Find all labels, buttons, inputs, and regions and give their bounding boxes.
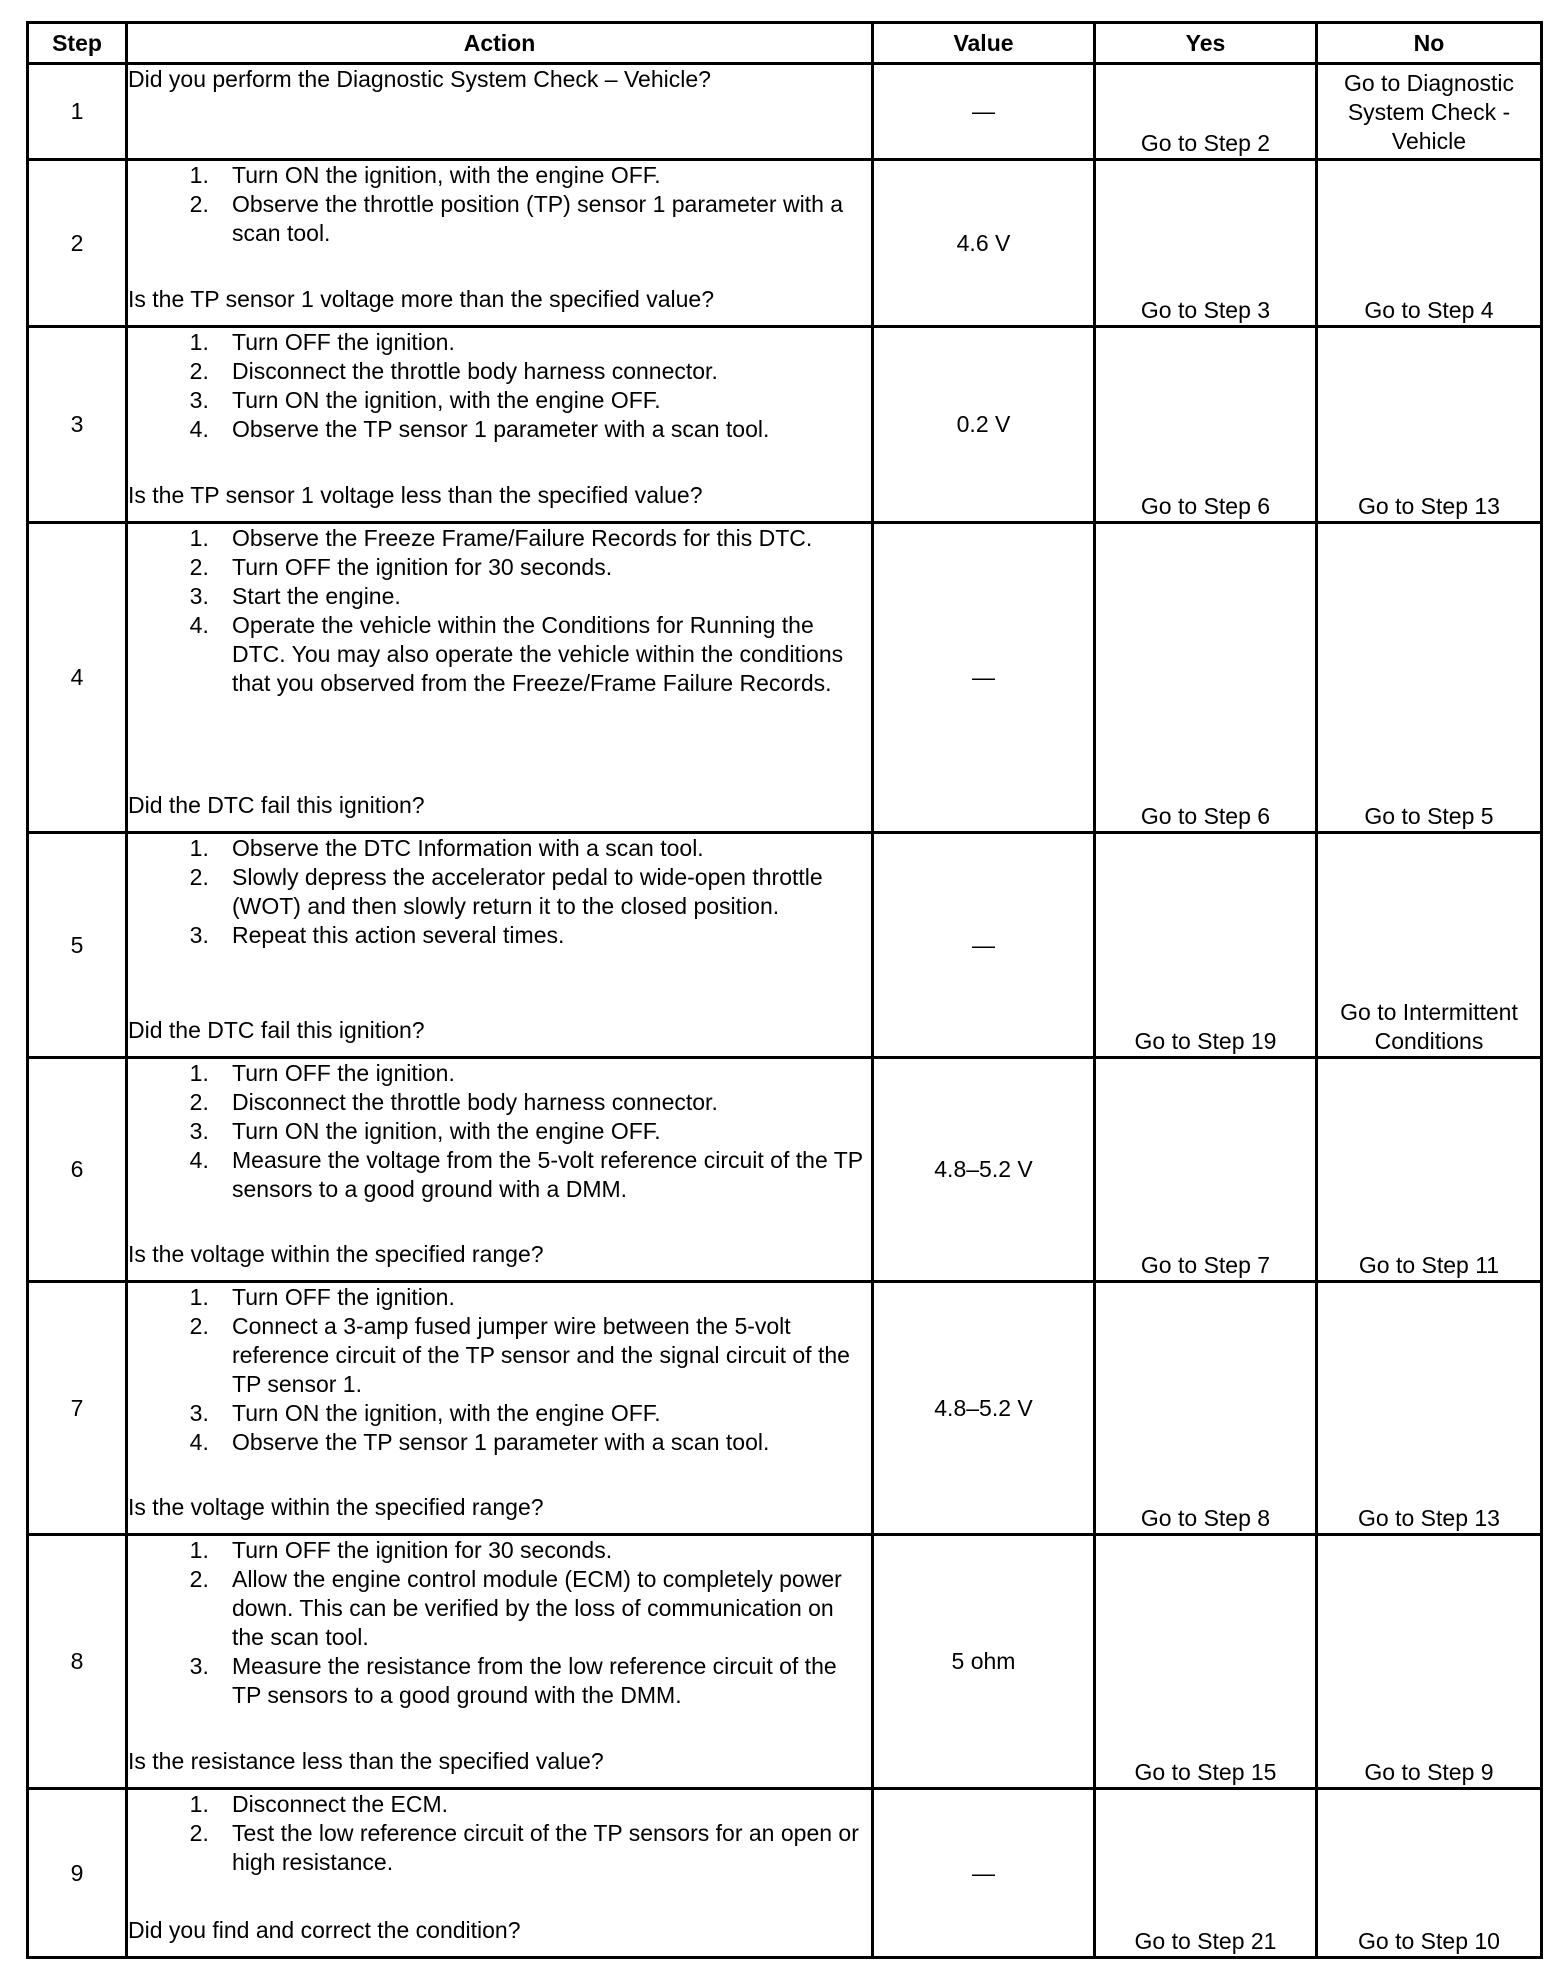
- action-step: 4. Measure the voltage from the 5-volt reference circuit of the TP sensors to a good ground with a DMM.: [228, 1146, 871, 1204]
- yes-cell: Go to Step 21: [1095, 1789, 1317, 1958]
- action-question: Is the TP sensor 1 voltage less than the specified value?: [128, 482, 703, 508]
- value-cell: 0.2 V: [873, 327, 1095, 523]
- action-question: Is the resistance less than the specified value?: [128, 1748, 604, 1774]
- action-step: 2. Connect a 3-amp fused jumper wire between the 5-volt reference circuit of the TP sensor and the signal circuit of the TP sensor 1.: [228, 1312, 871, 1399]
- action-question: Did you perform the Diagnostic System Check – Vehicle?: [128, 66, 711, 92]
- step-number: 8: [28, 1535, 127, 1789]
- no-cell: Go to Step 9: [1317, 1535, 1542, 1789]
- value-cell: —: [873, 523, 1095, 833]
- table-row: [28, 1058, 1542, 1282]
- table-row: [28, 160, 1542, 327]
- action-step: 1. Disconnect the ECM.: [228, 1790, 871, 1819]
- action-step: 2. Disconnect the throttle body harness connector.: [228, 1088, 871, 1117]
- action-step: 4. Operate the vehicle within the Conditions for Running the DTC. You may also operate the vehicle within the conditions that you observed from the Freeze/Frame Failure Records.: [228, 611, 871, 698]
- table-row: [28, 833, 1542, 1058]
- action-cell: [127, 523, 873, 833]
- no-cell: Go to Step 4: [1317, 160, 1542, 327]
- step-number: 7: [28, 1282, 127, 1535]
- table-row: [28, 523, 1542, 833]
- action-question: Did the DTC fail this ignition?: [128, 792, 425, 818]
- step-number: 1: [28, 64, 127, 160]
- action-step: 1. Turn ON the ignition, with the engine OFF.: [228, 161, 871, 190]
- action-step: 2. Allow the engine control module (ECM) to completely power down. This can be verified by the loss of communication on the scan tool.: [228, 1565, 871, 1652]
- action-step: 1. Observe the Freeze Frame/Failure Records for this DTC.: [228, 524, 871, 553]
- no-cell: Go to Step 11: [1317, 1058, 1542, 1282]
- action-step: 1. Observe the DTC Information with a scan tool.: [228, 834, 871, 863]
- value-cell: —: [873, 1789, 1095, 1958]
- step-number: 2: [28, 160, 127, 327]
- yes-cell: Go to Step 7: [1095, 1058, 1317, 1282]
- header-value: Value: [873, 23, 1095, 64]
- value-cell: 5 ohm: [873, 1535, 1095, 1789]
- step-number: 3: [28, 327, 127, 523]
- action-step: 3. Measure the resistance from the low reference circuit of the TP sensors to a good ground with the DMM.: [228, 1652, 871, 1710]
- action-question: Is the TP sensor 1 voltage more than the specified value?: [128, 286, 715, 312]
- value-cell: 4.8–5.2 V: [873, 1058, 1095, 1282]
- action-step: 1. Turn OFF the ignition.: [228, 1059, 871, 1088]
- action-steps: [128, 161, 871, 248]
- no-cell: Go to Diagnostic System Check - Vehicle: [1317, 64, 1542, 160]
- no-cell: Go to Step 13: [1317, 1282, 1542, 1535]
- action-steps: [128, 1536, 871, 1710]
- action-step: 1. Turn OFF the ignition.: [228, 328, 871, 357]
- value-cell: 4.6 V: [873, 160, 1095, 327]
- action-question: Is the voltage within the specified range?: [128, 1241, 544, 1267]
- header-row: [28, 23, 1542, 64]
- action-step: 3. Repeat this action several times.: [228, 921, 871, 950]
- table-row: [28, 327, 1542, 523]
- table-row: [28, 1789, 1542, 1958]
- action-cell: [127, 1058, 873, 1282]
- action-step: 3. Turn ON the ignition, with the engine OFF.: [228, 1399, 871, 1428]
- table-row: [28, 64, 1542, 160]
- yes-cell: Go to Step 6: [1095, 327, 1317, 523]
- header-step: Step: [28, 23, 127, 64]
- action-cell: [127, 160, 873, 327]
- no-cell: Go to Step 13: [1317, 327, 1542, 523]
- table-row: [28, 1535, 1542, 1789]
- action-step: 1. Turn OFF the ignition.: [228, 1283, 871, 1312]
- yes-cell: Go to Step 2: [1095, 64, 1317, 160]
- yes-cell: Go to Step 19: [1095, 833, 1317, 1058]
- table-row: [28, 1282, 1542, 1535]
- no-cell: Go to Step 5: [1317, 523, 1542, 833]
- yes-cell: Go to Step 8: [1095, 1282, 1317, 1535]
- action-step: 2. Observe the throttle position (TP) sensor 1 parameter with a scan tool.: [228, 190, 871, 248]
- action-steps: [128, 834, 871, 950]
- action-cell: [127, 1535, 873, 1789]
- action-step: 1. Turn OFF the ignition for 30 seconds.: [228, 1536, 871, 1565]
- diagnostic-table: [26, 21, 1543, 1959]
- action-steps: [128, 1283, 871, 1457]
- action-question: Did the DTC fail this ignition?: [128, 1017, 425, 1043]
- action-step: 2. Disconnect the throttle body harness connector.: [228, 357, 871, 386]
- action-step: 3. Turn ON the ignition, with the engine OFF.: [228, 1117, 871, 1146]
- action-step: 4. Observe the TP sensor 1 parameter with a scan tool.: [228, 1428, 871, 1457]
- action-step: 2. Test the low reference circuit of the TP sensors for an open or high resistance.: [228, 1819, 871, 1877]
- action-cell: [127, 327, 873, 523]
- step-number: 5: [28, 833, 127, 1058]
- yes-cell: Go to Step 15: [1095, 1535, 1317, 1789]
- header-action: Action: [127, 23, 873, 64]
- action-step: 2. Turn OFF the ignition for 30 seconds.: [228, 553, 871, 582]
- action-step: 3. Turn ON the ignition, with the engine OFF.: [228, 386, 871, 415]
- header-no: No: [1317, 23, 1542, 64]
- action-step: 4. Observe the TP sensor 1 parameter with a scan tool.: [228, 415, 871, 444]
- step-number: 4: [28, 523, 127, 833]
- step-number: 6: [28, 1058, 127, 1282]
- value-cell: —: [873, 833, 1095, 1058]
- action-cell: [127, 64, 873, 160]
- yes-cell: Go to Step 3: [1095, 160, 1317, 327]
- no-cell: Go to Intermittent Conditions: [1317, 833, 1542, 1058]
- action-steps: [128, 1059, 871, 1204]
- action-cell: [127, 1282, 873, 1535]
- no-cell: Go to Step 10: [1317, 1789, 1542, 1958]
- yes-cell: Go to Step 6: [1095, 523, 1317, 833]
- action-cell: [127, 1789, 873, 1958]
- action-step: 2. Slowly depress the accelerator pedal to wide-open throttle (WOT) and then slowly return it to the closed position.: [228, 863, 871, 921]
- action-cell: [127, 833, 873, 1058]
- action-steps: [128, 328, 871, 444]
- action-steps: [128, 1790, 871, 1877]
- value-cell: —: [873, 64, 1095, 160]
- action-steps: [128, 524, 871, 698]
- step-number: 9: [28, 1789, 127, 1958]
- header-yes: Yes: [1095, 23, 1317, 64]
- action-step: 3. Start the engine.: [228, 582, 871, 611]
- action-question: Is the voltage within the specified range?: [128, 1494, 544, 1520]
- value-cell: 4.8–5.2 V: [873, 1282, 1095, 1535]
- action-question: Did you find and correct the condition?: [128, 1917, 521, 1943]
